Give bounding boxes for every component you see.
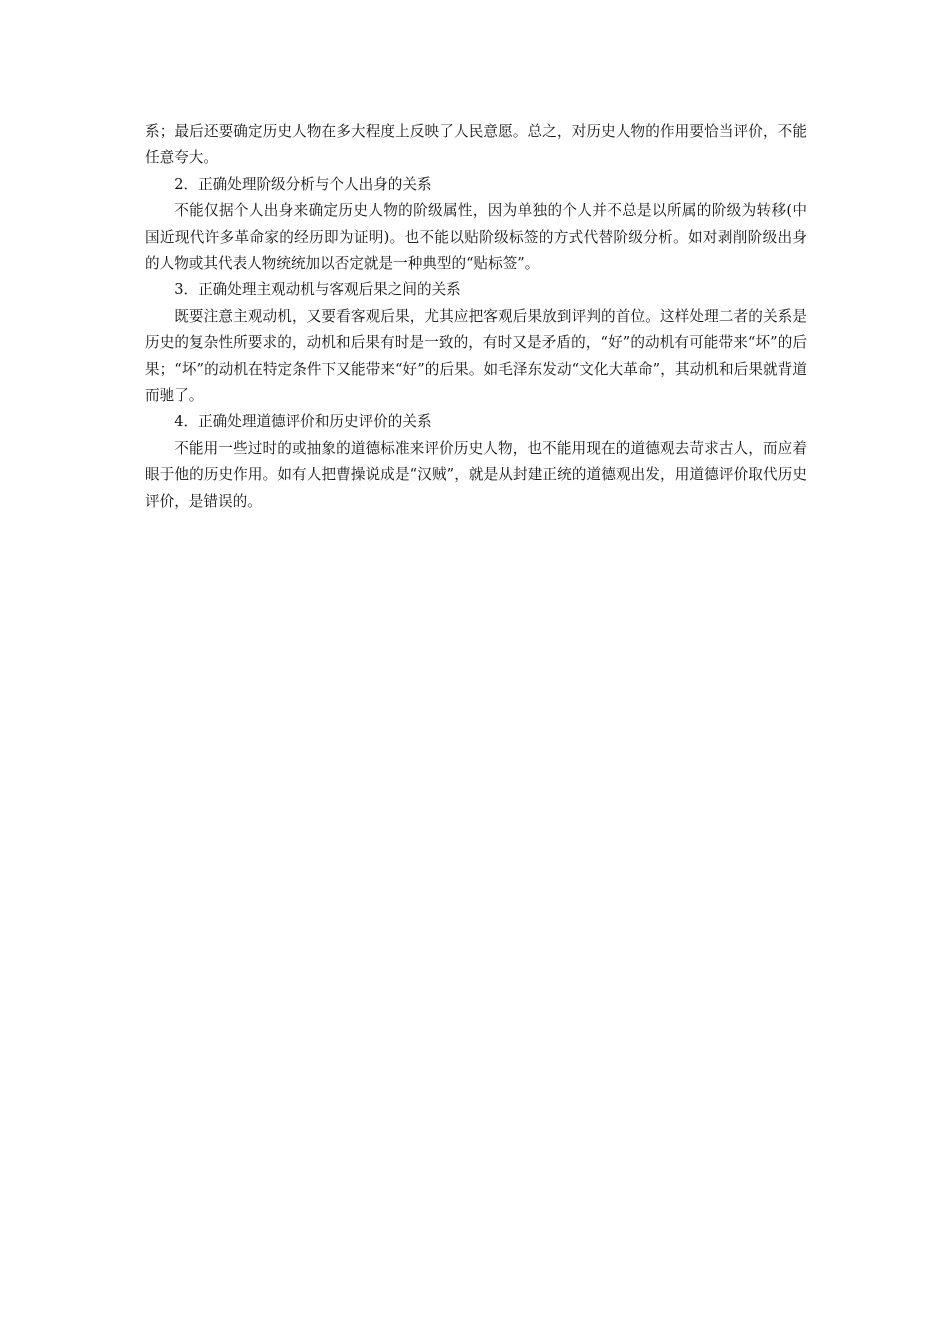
paragraph-moral-evaluation: 不能用一些过时的或抽象的道德标准来评价历史人物，也不能用现在的道德观去苛求古人，而应着眼于他的历史作用。如有人把曹操说成是“汉贼”，就是从封建正统的道德观出发，用道德评价取代历史评价，是错误的。 — [145, 439, 807, 510]
paragraph-motive-consequence: 既要注意主观动机，又要看客观后果，尤其应把客观后果放到评判的首位。这样处理二者的关系是历史的复杂性所要求的，动机和后果有时是一致的，有时又是矛盾的，“好”的动机有可能带来“坏”的后果；“坏”的动机在特定条件下又能带来“好”的后果。如毛泽东发动“文化大革命”，其动机和后果就背道而驰了。 — [145, 307, 807, 405]
document-page — [145, 119, 807, 515]
section-heading-4: 4．正确处理道德评价和历史评价的关系 — [174, 413, 432, 431]
paragraph-class-analysis: 不能仅据个人出身来确定历史人物的阶级属性，因为单独的个人并不总是以所属的阶级为转移(中国近现代许多革命家的经历即为证明)。也不能以贴阶级标签的方式代替阶级分析。如对剥削阶级出身的人物或其代表人物统统加以否定就是一种典型的“贴标签”。 — [145, 202, 807, 273]
paragraph-continuation: 系；最后还要确定历史人物在多大程度上反映了人民意愿。总之，对历史人物的作用要恰当评价，不能任意夸大。 — [145, 123, 807, 167]
section-heading-2: 2．正确处理阶级分析与个人出身的关系 — [174, 175, 432, 193]
section-heading-3: 3．正确处理主观动机与客观后果之间的关系 — [174, 281, 461, 299]
